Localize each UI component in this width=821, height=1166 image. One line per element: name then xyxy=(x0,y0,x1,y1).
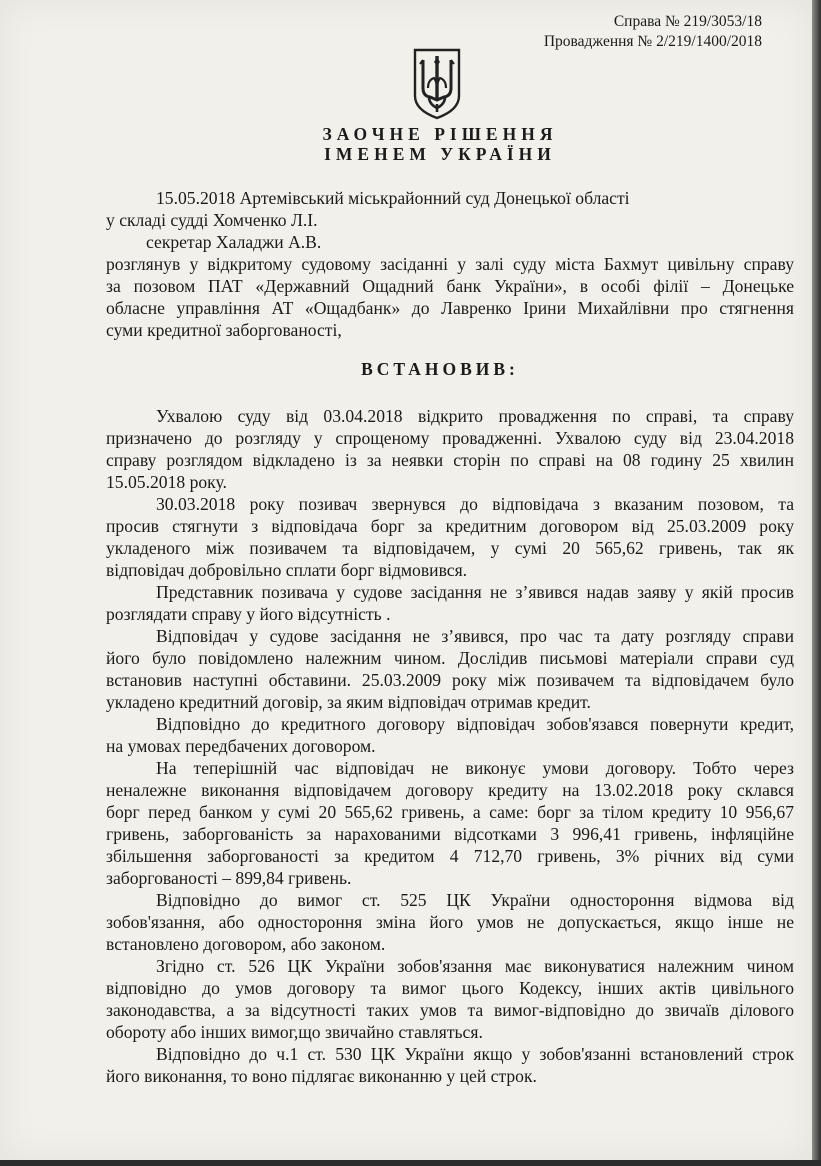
text-line: заборгованості – 899,84 гривень. xyxy=(106,868,352,888)
text-line: 30.03.2018 року позивач звернувся до відповідача з вказаним позовом, та xyxy=(156,494,794,514)
scan-edge-bottom xyxy=(0,1160,821,1166)
text-line: Відповідно до ч.1 ст. 530 ЦК України якщо у зобов'язанні встановлений строк xyxy=(156,1044,794,1064)
case-number: Справа № 219/3053/18 xyxy=(613,13,762,30)
text-line: 15.05.2018 року. xyxy=(106,472,227,492)
intro-line: за позовом ПАТ «Державний Ощадний банк України», в особі філії – Донецьке xyxy=(106,276,794,296)
intro-line: у складі судді Хомченко Л.І. xyxy=(106,210,318,230)
text-line: Згідно ст. 526 ЦК України зобов'язання має виконуватися належним чином xyxy=(156,956,794,976)
text-line: на умовах передбачених договором. xyxy=(106,736,376,756)
document-subtitle: ІМЕНЕМ УКРАЇНИ xyxy=(324,144,556,164)
text-line: збільшення заборгованості за кредитом 4 712,70 гривень, 3% річних від суми xyxy=(106,846,794,866)
text-line: розглядати справу у його відсутність . xyxy=(106,604,391,624)
text-line: укладено кредитний договір, за яким відповідач отримав кредит. xyxy=(106,692,591,712)
text-line: укладеного між позивачем та відповідачем, у сумі 20 565,62 гривень, так як xyxy=(106,538,794,558)
text-line: неналежне виконання відповідачем договору кредиту на 13.02.2018 року склався xyxy=(106,780,794,800)
intro-line: суми кредитної заборгованості, xyxy=(106,320,342,340)
text-line: Відповідно до кредитного договору відповідач зобов'язався повернути кредит, xyxy=(156,714,794,734)
text-line: Відповідно до вимог ст. 525 ЦК України одностороння відмова від xyxy=(156,890,794,910)
intro-line: обласне управління АТ «Ощадбанк» до Лавренко Ірини Михайлівни про стягнення xyxy=(106,298,794,318)
text-line: відповідно до умов договору та вимог цього Кодексу, інших актів цивільного xyxy=(106,978,794,998)
text-line: обороту або інших вимог,що звичайно ставляться. xyxy=(106,1022,483,1042)
text-line: просив стягнути з відповідача борг за кредитним договором від 25.03.2009 року xyxy=(106,516,794,536)
text-line: Ухвалою суду від 03.04.2018 відкрито провадження по справі, та справу xyxy=(156,406,794,426)
intro-line: 15.05.2018 Артемівський міськрайонний суд Донецької області xyxy=(156,188,630,208)
text-line: Відповідач у судове засідання не з’явився, про час та дату розгляду справи xyxy=(156,626,794,646)
text-line: встановив наступні обставини. 25.03.2009 року між позивачем та відповідачем було xyxy=(106,670,794,690)
text-line: законодавства, а за відсутності таких умов та вимог-відповідно до звичаїв ділового xyxy=(106,1000,794,1020)
text-line: призначено до розгляду у спрощеному провадженні. Ухвалою суду від 23.04.2018 xyxy=(106,428,794,448)
text-line: встановлено договором, або законом. xyxy=(106,934,386,954)
intro-line: розглянув у відкритому судовому засіданні у залі суду міста Бахмут цивільну справу xyxy=(106,254,794,274)
text-line: його виконання, то воно підлягає виконанню у цей строк. xyxy=(106,1066,537,1086)
scan-edge-right xyxy=(812,0,821,1166)
text-line: Представник позивача у судове засідання не з’явився надав заяву у якій просив xyxy=(156,582,794,602)
intro-line: секретар Халаджи А.В. xyxy=(146,232,322,252)
text-line: його було повідомлено належним чином. Дослідив письмові матеріали справи суд xyxy=(106,648,794,668)
text-line: справу розглядом відкладено із за неявки сторін по справі на 08 годину 25 хвилин xyxy=(106,450,794,470)
document-title: ЗАОЧНЕ РІШЕННЯ xyxy=(322,124,558,144)
text-line: гривень, заборгованість за нарахованими відсотками 3 996,41 гривень, інфляційне xyxy=(106,824,794,844)
proceeding-number: Провадження № 2/219/1400/2018 xyxy=(543,33,762,50)
case-reference xyxy=(544,12,762,52)
text-line: відповідач добровільно сплати борг відмовився. xyxy=(106,560,468,580)
trident-emblem-icon xyxy=(412,48,462,120)
section-heading: ВСТАНОВИВ: xyxy=(361,359,519,379)
text-line: борг перед банком у сумі 20 565,62 гривень, а саме: борг за тілом кредиту 10 956,67 xyxy=(106,802,794,822)
text-line: На теперішній час відповідач не виконує умови договору. Тобто через xyxy=(156,758,794,778)
text-line: зобов'язання, або одностороння зміна його умов не допускається, якщо інше не xyxy=(106,912,794,932)
